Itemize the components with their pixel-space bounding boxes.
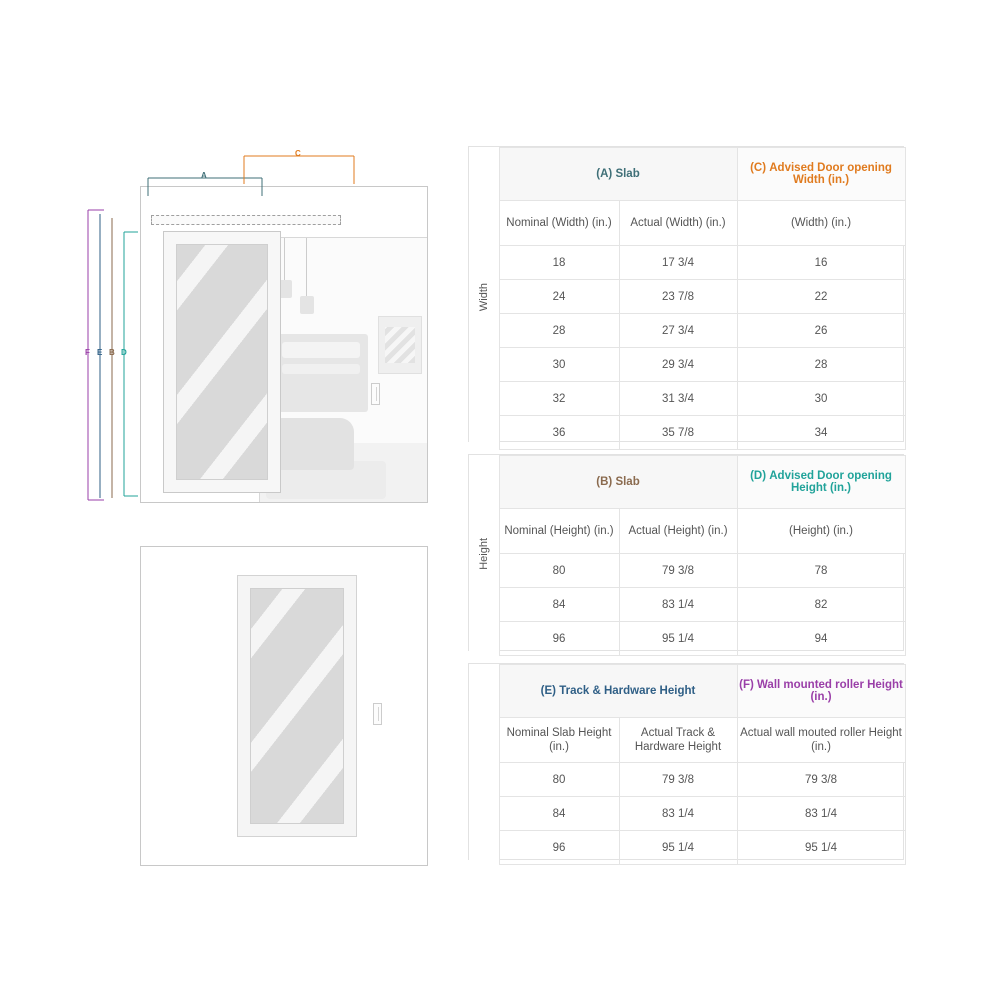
- cell-actual: 95 1/4: [619, 622, 737, 656]
- table-row: [469, 831, 905, 865]
- subheader-actual-roller-height: Actual wall mouted roller Height (in.): [737, 718, 905, 763]
- dimension-label-e: E: [97, 348, 103, 357]
- cell-nominal: 32: [499, 382, 619, 416]
- table-row: [469, 314, 905, 348]
- table-row: [469, 622, 905, 656]
- door-glass-panel-front: [250, 588, 344, 824]
- cell-actual: 83 1/4: [619, 588, 737, 622]
- cell-nominal: 36: [499, 416, 619, 450]
- track-axis-label: [469, 665, 499, 865]
- slab-front-illustration: [140, 546, 428, 866]
- header-d-opening-height: (D) Advised Door opening Height (in.): [737, 456, 905, 509]
- subheader-actual-track-height: Actual Track & Hardware Height: [619, 718, 737, 763]
- dimension-label-f: F: [85, 348, 91, 357]
- cell-actual: 31 3/4: [619, 382, 737, 416]
- height-axis-label: Height: [469, 456, 499, 656]
- header-b-slab: (B) Slab: [499, 456, 737, 509]
- wall-art: [378, 316, 422, 374]
- cell-nominal: 28: [499, 314, 619, 348]
- header-f-wall-roller: (F) Wall mounted roller Height (in.): [737, 665, 905, 718]
- cell-opening: 82: [737, 588, 905, 622]
- cell-opening: 28: [737, 348, 905, 382]
- cell-opening: 26: [737, 314, 905, 348]
- cell-nominal: 18: [499, 246, 619, 280]
- cell-opening: 30: [737, 382, 905, 416]
- track-hardware-top: [151, 215, 341, 225]
- cell-nominal: 96: [499, 622, 619, 656]
- cell-actual: 79 3/8: [619, 554, 737, 588]
- table-row: [469, 588, 905, 622]
- cell-nominal: 30: [499, 348, 619, 382]
- cell-nominal: 96: [499, 831, 619, 865]
- width-table: [468, 146, 904, 442]
- cell-actual: 17 3/4: [619, 246, 737, 280]
- cell-track: 83 1/4: [619, 797, 737, 831]
- height-table: [468, 454, 904, 651]
- cell-nominal: 80: [499, 554, 619, 588]
- table-row: [469, 554, 905, 588]
- table-row: [469, 246, 905, 280]
- cell-actual: 29 3/4: [619, 348, 737, 382]
- dimension-label-a: A: [201, 171, 208, 180]
- header-a-slab: (A) Slab: [499, 148, 737, 201]
- cell-nominal: 24: [499, 280, 619, 314]
- cell-actual: 23 7/8: [619, 280, 737, 314]
- pendant-lamp-wire-2: [306, 238, 307, 296]
- subheader-opening-height: (Height) (in.): [737, 509, 905, 554]
- table-row: [469, 348, 905, 382]
- door-handle-installed: [371, 383, 380, 405]
- track-hardware-table: [468, 663, 904, 860]
- subheader-nominal-slab-height: Nominal Slab Height (in.): [499, 718, 619, 763]
- wall-art-pattern: [385, 327, 415, 363]
- cell-roller: 95 1/4: [737, 831, 905, 865]
- subheader-nominal-height: Nominal (Height) (in.): [499, 509, 619, 554]
- table-row: [469, 280, 905, 314]
- door-dimension-diagram: [70, 140, 450, 880]
- header-e-track-hardware: (E) Track & Hardware Height: [499, 665, 737, 718]
- pendant-lamp-wire-1: [284, 238, 285, 280]
- cell-actual: 35 7/8: [619, 416, 737, 450]
- cell-nominal: 84: [499, 588, 619, 622]
- cell-opening: 94: [737, 622, 905, 656]
- table-row: [469, 797, 905, 831]
- cell-opening: 22: [737, 280, 905, 314]
- room-bed: [276, 334, 368, 412]
- dimension-label-c: C: [295, 149, 302, 158]
- header-c-opening-width: (C) Advised Door opening Width (in.): [737, 148, 905, 201]
- dimension-label-d: D: [121, 348, 128, 357]
- table-row: [469, 763, 905, 797]
- cell-roller: 79 3/8: [737, 763, 905, 797]
- subheader-actual-width: Actual (Width) (in.): [619, 201, 737, 246]
- room-scene: [259, 237, 428, 503]
- door-slab-installed: [163, 231, 281, 493]
- door-glass-panel: [176, 244, 268, 480]
- cell-opening: 34: [737, 416, 905, 450]
- width-axis-label: Width: [469, 148, 499, 450]
- subheader-nominal-width: Nominal (Width) (in.): [499, 201, 619, 246]
- cell-actual: 27 3/4: [619, 314, 737, 348]
- subheader-opening-width: (Width) (in.): [737, 201, 905, 246]
- table-row: [469, 382, 905, 416]
- table-row: [469, 416, 905, 450]
- installed-door-illustration: [140, 186, 428, 503]
- door-slab-front: [237, 575, 357, 837]
- pendant-lamp-shade-2: [300, 296, 314, 314]
- door-handle-front: [373, 703, 382, 725]
- cell-roller: 83 1/4: [737, 797, 905, 831]
- cell-track: 79 3/8: [619, 763, 737, 797]
- cell-nominal: 80: [499, 763, 619, 797]
- cell-nominal: 84: [499, 797, 619, 831]
- cell-opening: 78: [737, 554, 905, 588]
- cell-track: 95 1/4: [619, 831, 737, 865]
- dimension-label-b: B: [109, 348, 116, 357]
- subheader-actual-height: Actual (Height) (in.): [619, 509, 737, 554]
- cell-opening: 16: [737, 246, 905, 280]
